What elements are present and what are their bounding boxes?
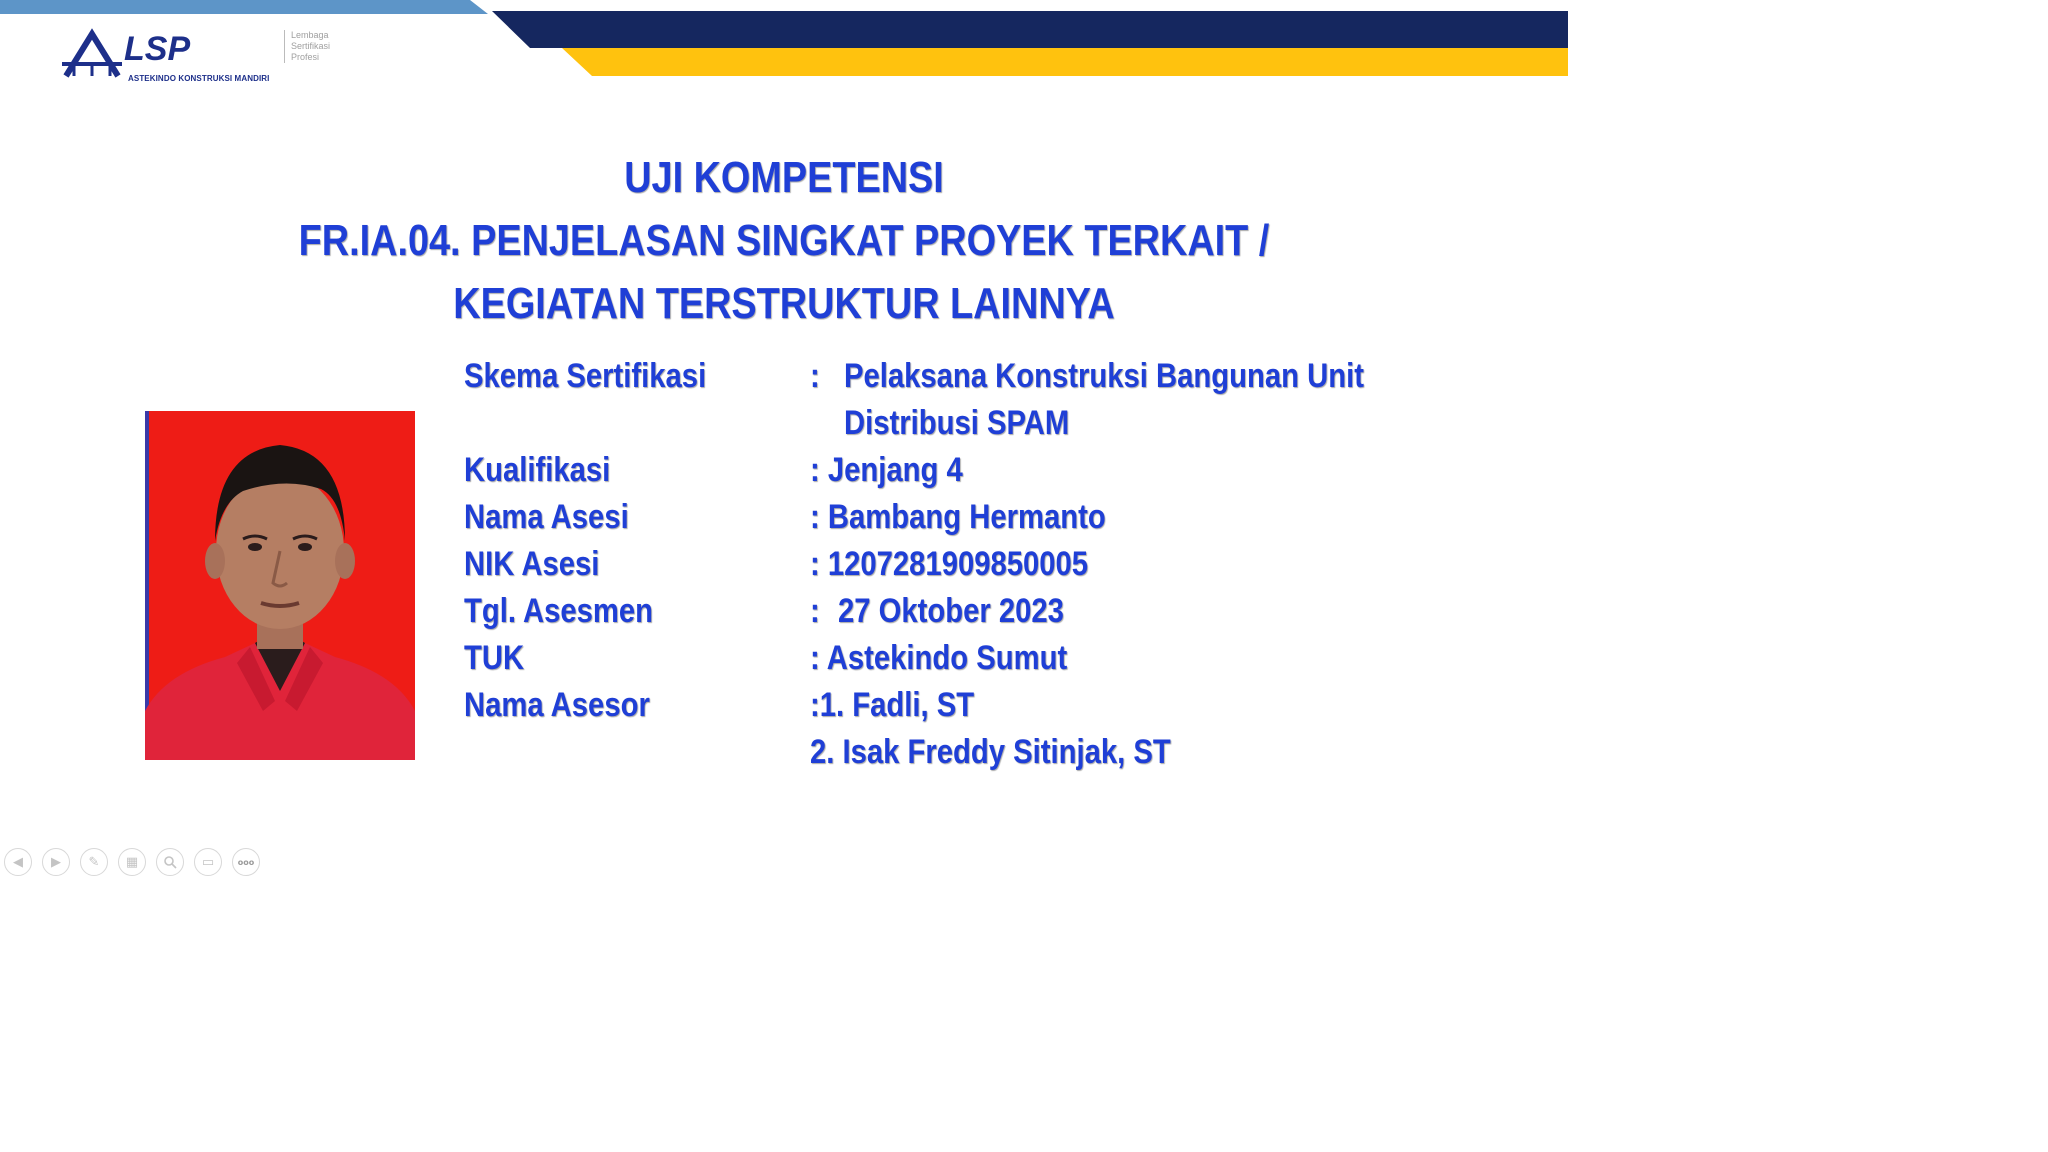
skema-sertifikasi-label: Skema Sertifikasi — [464, 357, 707, 395]
skema-sertifikasi-value-line-2: Distribusi SPAM — [844, 404, 1070, 442]
nama-asesi-label: Nama Asesi — [464, 498, 629, 536]
person-portrait-icon — [145, 411, 415, 760]
pen-icon: ✎ — [88, 854, 100, 870]
tgl-asesmen-label: Tgl. Asesmen — [464, 592, 654, 630]
more-icon: ooo — [237, 857, 255, 867]
next-slide-button[interactable] — [42, 848, 70, 876]
more-options-button[interactable] — [232, 848, 260, 876]
subtitles-icon: ▭ — [201, 854, 215, 870]
nik-asesi-value: : 1207281909850005 — [810, 545, 1089, 583]
title-line-2: FR.IA.04. PENJELASAN SINGKAT PROYEK TERKAIT / — [298, 216, 1270, 265]
skema-colon: : — [810, 357, 820, 395]
banner-light-stripe — [0, 0, 488, 14]
all-slides-button[interactable] — [118, 848, 146, 876]
zoom-button[interactable] — [156, 848, 184, 876]
tgl-asesmen-colon: : — [810, 592, 820, 630]
nama-asesor-label: Nama Asesor — [464, 686, 650, 724]
magnifier-icon — [163, 855, 177, 869]
tuk-label: TUK — [464, 639, 525, 677]
lsp-logo-mark — [62, 28, 222, 78]
title-line-3: KEGIATAN TERSTRUKTUR LAINNYA — [453, 279, 1115, 328]
kualifikasi-label: Kualifikasi — [464, 451, 611, 489]
asesi-photo — [145, 411, 415, 760]
title-line-1: UJI KOMPETENSI — [624, 153, 944, 202]
banner-gold-stripe — [562, 48, 1568, 76]
logo-side-line-2: Sertifikasi — [291, 41, 331, 51]
tuk-value: : Astekindo Sumut — [810, 639, 1068, 677]
banner-navy-stripe — [492, 11, 1568, 48]
tgl-asesmen-value: 27 Oktober 2023 — [838, 592, 1064, 630]
logo-side-line-1: Lembaga — [291, 30, 329, 40]
nama-asesor-value-line-1: :1. Fadli, ST — [810, 686, 975, 724]
nama-asesi-value: : Bambang Hermanto — [810, 498, 1106, 536]
slides-grid-icon: ▦ — [125, 854, 139, 870]
lsp-logo — [62, 28, 331, 88]
subtitles-button[interactable] — [194, 848, 222, 876]
kualifikasi-value: : Jenjang 4 — [810, 451, 963, 489]
lsp-logo-text: LSP — [124, 30, 191, 68]
skema-sertifikasi-value-line-1: Pelaksana Konstruksi Bangunan Unit — [844, 357, 1364, 395]
arrow-right-icon: ▶ — [51, 854, 61, 870]
previous-slide-button[interactable] — [4, 848, 32, 876]
logo-caption: ASTEKINDO KONSTRUKSI MANDIRI — [128, 74, 270, 83]
pen-tool-button[interactable] — [80, 848, 108, 876]
lsp-logo-side-text — [284, 30, 361, 63]
logo-side-line-3: Profesi — [291, 52, 320, 62]
nik-asesi-label: NIK Asesi — [464, 545, 600, 583]
arrow-left-icon: ◀ — [13, 854, 23, 870]
nama-asesor-value-line-2: 2. Isak Freddy Sitinjak, ST — [810, 733, 1171, 771]
